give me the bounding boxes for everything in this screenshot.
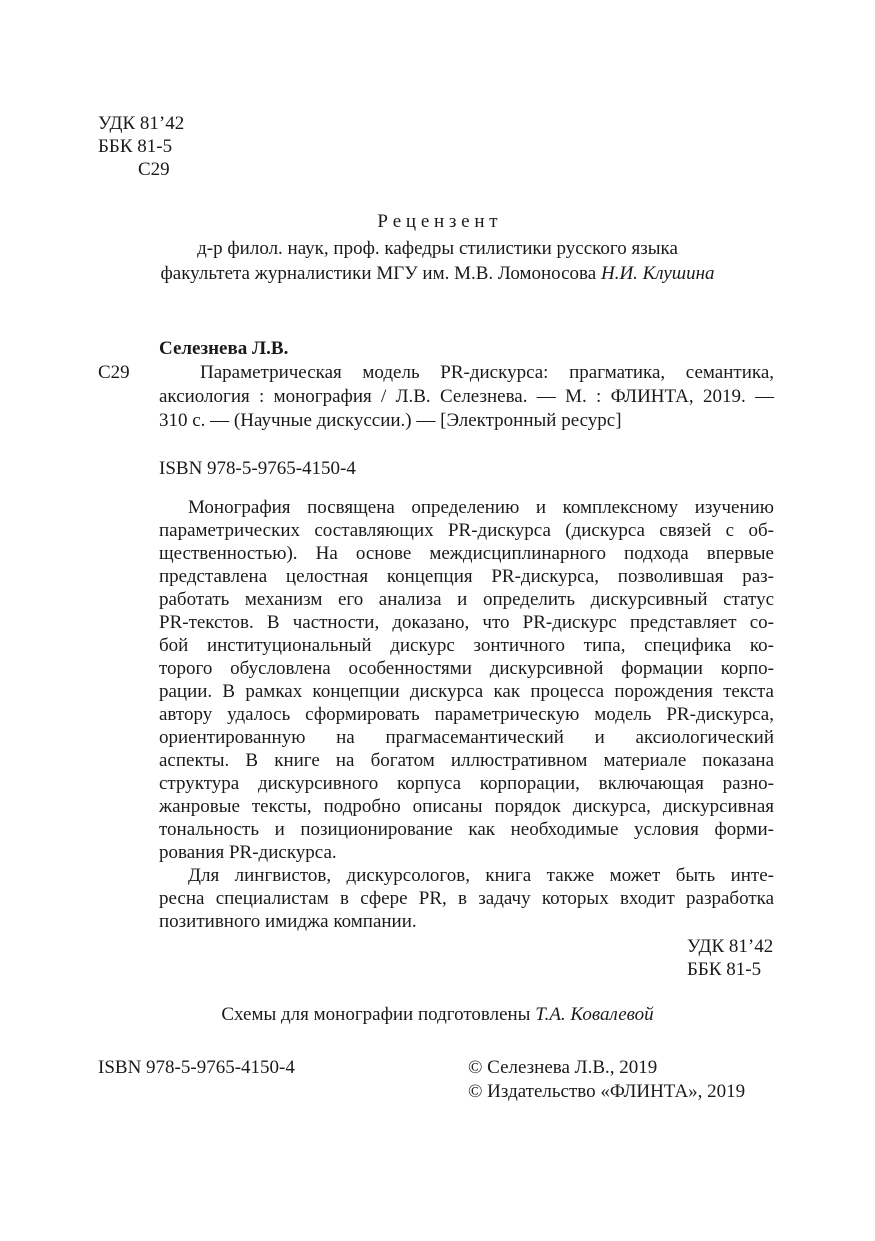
abstract-line: аспекты. В книге на богатом иллюстративном материале показана bbox=[159, 750, 774, 771]
abstract-line: щественностью). На основе междисциплинарного подхода впервые bbox=[159, 543, 774, 564]
abstract-line: рации. В рамках концепции дискурса как процесса порождения текста bbox=[159, 681, 774, 702]
abstract-line: бой институциональный дискурс зонтичного типа, специфика ко- bbox=[159, 635, 774, 656]
copyright-publisher: © Издательство «ФЛИНТА», 2019 bbox=[468, 1081, 746, 1102]
author-sign-top: С29 bbox=[138, 159, 170, 180]
schemes-prefix: Схемы для монографии подготовлены bbox=[221, 1004, 531, 1025]
schemes-name: Т.А. Ковалевой bbox=[535, 1004, 654, 1025]
abstract-line: жанровые тексты, подробно описаны порядок дискурса, дискурсивная bbox=[159, 796, 774, 817]
reviewer-line2 bbox=[0, 262, 875, 285]
abstract-line: представлена целостная концепция PR-дискурса, позволившая раз- bbox=[159, 566, 774, 587]
bbk-bottom: ББК 81-5 bbox=[687, 959, 762, 980]
bib-line-2: аксиология : монография / Л.В. Селезнева. — М. : ФЛИНТА, 2019. — bbox=[159, 386, 774, 407]
bib-author: Селезнева Л.В. bbox=[159, 338, 289, 359]
abstract-line: структура дискурсивного корпуса корпорации, включающая разно- bbox=[159, 773, 774, 794]
udk-bottom: УДК 81’42 bbox=[687, 936, 774, 957]
reviewer-line1: д-р филол. наук, проф. кафедры стилистики русского языка bbox=[197, 238, 678, 259]
abstract-line: тональность и позиционирование как необходимые условия форми- bbox=[159, 819, 774, 840]
abstract-line: торого обусловлена особенностями дискурсивной формации корпо- bbox=[159, 658, 774, 679]
abstract-line: параметрических составляющих PR-дискурса (дискурса связей с об- bbox=[159, 520, 774, 541]
bbk-top: ББК 81-5 bbox=[98, 136, 173, 157]
udk-top: УДК 81’42 bbox=[98, 113, 185, 134]
isbn-bottom: ISBN 978-5-9765-4150-4 bbox=[98, 1057, 295, 1078]
abstract-line: PR-текстов. В частности, доказано, что PR-дискурс представляет со- bbox=[159, 612, 774, 633]
abstract-line: ориентированную на прагмасемантический и аксиологический bbox=[159, 727, 774, 748]
copyright-author: © Селезнева Л.В., 2019 bbox=[468, 1057, 658, 1078]
reviewer-name: Н.И. Клушина bbox=[600, 263, 715, 284]
audience-line: Для лингвистов, дискурсологов, книга также может быть инте- bbox=[188, 865, 774, 886]
bib-isbn: ISBN 978-5-9765-4150-4 bbox=[159, 458, 356, 479]
bib-sign: С29 bbox=[98, 362, 130, 383]
abstract-line: работать механизм его анализа и определить дискурсивный статус bbox=[159, 589, 774, 610]
schemes-note bbox=[0, 1003, 875, 1026]
reviewer-heading: Р е ц е н з е н т bbox=[377, 211, 498, 232]
bib-line-3: 310 с. — (Научные дискуссии.) — [Электронный ресурс] bbox=[159, 410, 622, 431]
abstract-line: автору удалось сформировать параметрическую модель PR-дискурса, bbox=[159, 704, 774, 725]
bib-line-1: Параметрическая модель PR-дискурса: прагматика, семантика, bbox=[200, 362, 774, 383]
audience-line: ресна специалистам в сфере PR, в задачу которых входит разработка bbox=[159, 888, 774, 909]
abstract-line: рования PR-дискурса. bbox=[159, 842, 337, 863]
abstract-line: Монография посвящена определению и комплексному изучению bbox=[188, 497, 774, 518]
audience-line: позитивного имиджа компании. bbox=[159, 911, 417, 932]
reviewer-affiliation: факультета журналистики МГУ им. М.В. Ломоносова bbox=[160, 263, 597, 284]
